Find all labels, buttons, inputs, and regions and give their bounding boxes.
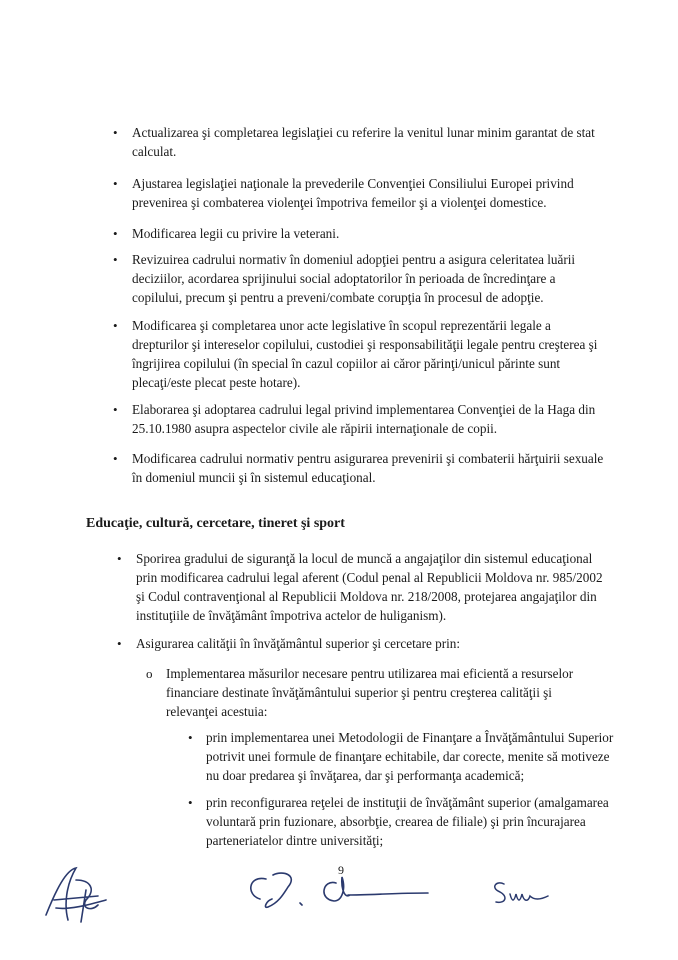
bullet-marker: • <box>188 730 193 745</box>
signature-center <box>238 865 438 915</box>
bullet-marker: • <box>117 636 122 651</box>
sub-sub-list-item: prin implementarea unei Metodologii de Finanţare a Învăţământului Superior potrivit unei formule de finanţare echitabile, dar corecte, menite să motiveze nu doar predarea şi învăţarea, dar şi performanţa academică; <box>206 730 614 783</box>
bullet-marker: • <box>113 402 118 417</box>
bullet-marker: • <box>113 451 118 466</box>
sub-bullet-marker: o <box>146 666 153 681</box>
list-item: Ajustarea legislaţiei naţionale la prevederile Convenţiei Consiliului Europei privind prevenirea şi combaterea violenţei împotriva femeilor şi a violenţei domestice. <box>132 176 574 210</box>
bullet-marker: • <box>113 125 118 140</box>
list-item: Revizuirea cadrului normativ în domeniul adopţiei pentru a asigura celeritatea luării deciziilor, acordarea sprijinului social adoptatorilor în perioada de încredinţare a copilului, precum şi pentru a preveni/combate corupţia în procesul de adopţie. <box>132 252 576 305</box>
list-item: Asigurarea calităţii în învăţământul superior şi cercetare prin: <box>136 636 461 651</box>
bullet-marker: • <box>113 318 118 333</box>
sub-list-item: Implementarea măsurilor necesare pentru utilizarea mai eficientă a resurselor financiare destinate învăţământului superior şi pentru creşterea calităţii şi relevanţei acestuia: <box>166 666 574 719</box>
page-number: 9 <box>338 863 344 877</box>
sub-sub-list-item: prin reconfigurarea reţelei de instituţii de învăţământ superior (amalgamarea voluntară prin fuzionare, absorbţie, crearea de filiale) şi prin încurajarea parteneriatelor dintre universităţi; <box>206 795 609 848</box>
section-heading: Educaţie, cultură, cercetare, tineret şi sport <box>86 516 345 531</box>
bullet-marker: • <box>188 795 193 810</box>
list-item: Elaborarea şi adoptarea cadrului legal privind implementarea Convenţiei de la Haga din 25.10.1980 asupra aspectelor civile ale răpirii internaţionale de copii. <box>132 402 596 436</box>
list-item: Actualizarea şi completarea legislaţiei cu referire la venitul lunar minim garantat de stat calculat. <box>132 125 595 159</box>
signature-left <box>36 860 116 930</box>
bullet-marker: • <box>117 551 122 566</box>
list-item: Modificarea şi completarea unor acte legislative în scopul reprezentării legale a drepturilor şi intereselor copilului, custodiei şi responsabilităţii legale pentru creşterea şi îngrijirea copilului (în special în cazul copiilor ai căror părinţi/unicul părinte sunt plecaţi/este plecat peste hotare). <box>132 318 598 390</box>
bullet-marker: • <box>113 226 118 241</box>
list-item: Modificarea legii cu privire la veterani. <box>132 226 340 241</box>
list-item: Modificarea cadrului normativ pentru asigurarea prevenirii şi combaterii hărţuirii sexuale în domeniul muncii şi în sistemul educaţional. <box>132 451 604 485</box>
list-item: Sporirea gradului de siguranţă la locul de muncă a angajaţilor din sistemul educaţional prin modificarea cadrului legal aferent (Codul penal al Republicii Moldova nr. 985/2002 şi Codul contravenţional al Republicii Moldova nr. 218/2008, protejarea angajaţilor din instituţiile de învăţământ împotriva actelor de huliganism). <box>136 551 603 623</box>
bullet-marker: • <box>113 176 118 191</box>
signature-right <box>486 872 556 912</box>
bullet-marker: • <box>113 252 118 267</box>
